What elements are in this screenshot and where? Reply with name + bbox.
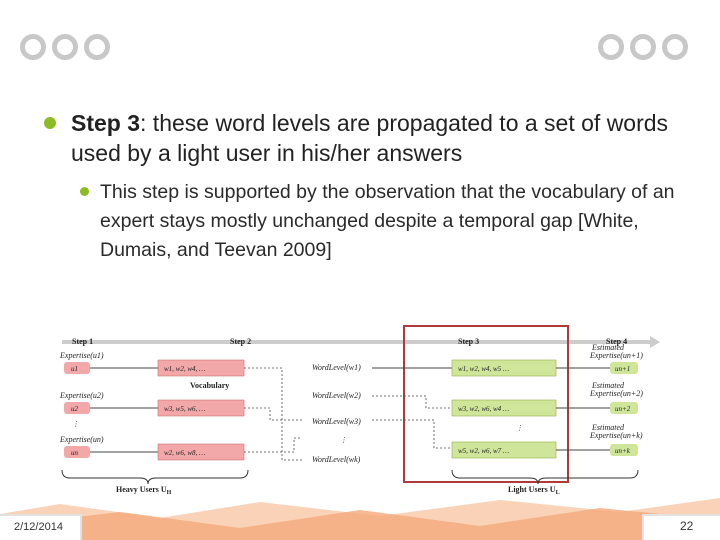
wordlevel-k: WordLevel(wk)	[312, 455, 361, 464]
bullet-sub-text: This step is supported by the observation that the vocabulary of an expert stays mostly unchanged despite a temporal gap [White, Dumais, and Teevan 2009]	[100, 181, 675, 261]
circle-icon	[84, 34, 110, 60]
est-expertise-2: Expertise(un+2)	[590, 389, 643, 398]
light-words-3: w5, w2, w6, w7 …	[458, 447, 510, 455]
method-diagram	[50, 320, 680, 500]
decorative-circles-right	[598, 34, 688, 60]
circle-icon	[52, 34, 78, 60]
user-un2-label: un+2	[615, 405, 631, 413]
vertical-ellipsis: ⋮	[516, 424, 523, 432]
heavy-words-2: w3, w5, w6, …	[164, 405, 206, 413]
vertical-ellipsis: ⋮	[72, 420, 79, 428]
user-un-label: un	[71, 449, 78, 457]
user-u2-label: u2	[71, 405, 78, 413]
wordlevel-2: WordLevel(w2)	[312, 391, 361, 400]
vertical-ellipsis: ⋮	[340, 436, 347, 444]
footer-decoration	[0, 492, 720, 540]
light-words-1: w1, w2, w4, w5 …	[458, 365, 510, 373]
wordlevel-3: WordLevel(w3)	[312, 417, 361, 426]
page-number: 22	[680, 519, 694, 533]
light-words-2: w3, w2, w6, w4 …	[458, 405, 510, 413]
circle-icon	[630, 34, 656, 60]
light-users-text: Light Users U	[508, 485, 556, 494]
est-expertise-1: Expertise(un+1)	[590, 351, 643, 360]
est-expertise-3: Expertise(un+k)	[590, 431, 643, 440]
heavy-users-sub: H	[166, 490, 172, 496]
connector-line	[244, 438, 302, 452]
light-users-sub: L	[555, 490, 560, 496]
step-arrow-head	[650, 336, 660, 348]
circle-icon	[662, 34, 688, 60]
heavy-users-bracket	[62, 470, 248, 484]
decorative-circles-left	[20, 34, 110, 60]
step1-label: Step 1	[72, 337, 94, 346]
bullet-dot-icon	[44, 117, 56, 129]
step3-label: Step 3	[458, 337, 480, 346]
vocabulary-label: Vocabulary	[190, 381, 230, 390]
bullet-main-bold: Step 3	[71, 110, 141, 136]
bullet-sub	[80, 178, 680, 265]
expertise-u2-label: Expertise(u2)	[60, 391, 104, 400]
estimated-label-3: Estimated	[592, 423, 624, 432]
step2-label: Step 2	[230, 337, 252, 346]
user-u1-label: u1	[71, 365, 78, 373]
heavy-words-1: w1, w2, w4, …	[164, 365, 206, 373]
bullet-main-rest: : these word levels are propagated to a set of words used by a light user in his/her answers	[71, 110, 669, 166]
expertise-u1-label: Expertise(u1)	[60, 351, 104, 360]
connector-line	[372, 396, 452, 408]
bullet-main	[44, 108, 694, 168]
estimated-label-1: Estimated	[592, 343, 624, 352]
connector-line	[244, 408, 302, 420]
heavy-users-text: Heavy Users U	[116, 485, 167, 494]
method-diagram-svg	[50, 320, 680, 500]
bullet-dot-icon	[80, 187, 89, 196]
estimated-label-2: Estimated	[592, 381, 624, 390]
circle-icon	[20, 34, 46, 60]
bullet-main-text	[71, 108, 694, 168]
user-un1-label: un+1	[615, 365, 631, 373]
expertise-un-label: Expertise(un)	[60, 435, 104, 444]
circle-icon	[598, 34, 624, 60]
footer-date: 2/12/2014	[14, 521, 63, 533]
connector-line	[372, 420, 452, 448]
wordlevel-1: WordLevel(w1)	[312, 363, 361, 372]
heavy-words-3: w2, w6, w8, …	[164, 449, 206, 457]
user-unk-label: un+k	[615, 447, 630, 455]
step4-label: Step 4	[606, 337, 628, 346]
connector-line	[244, 368, 302, 460]
